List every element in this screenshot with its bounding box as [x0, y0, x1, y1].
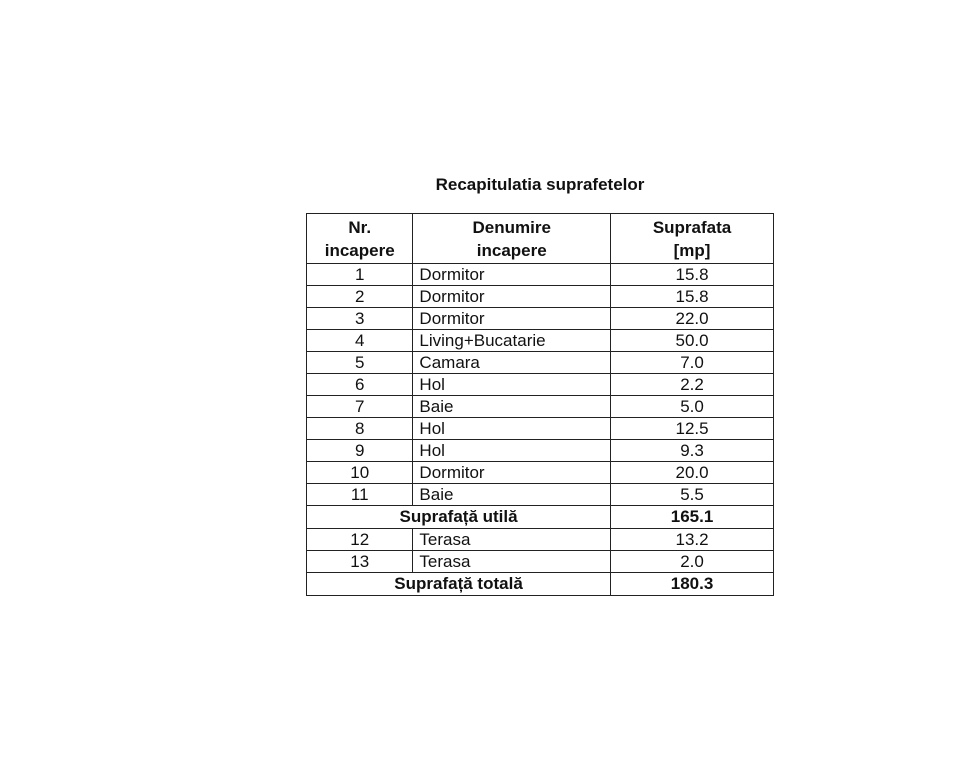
header-area: Suprafata [mp]: [611, 214, 774, 264]
room-name: Dormitor: [413, 308, 611, 330]
table-row: [307, 551, 774, 573]
room-name: Terasa: [413, 529, 611, 551]
header-room-number: Nr. incapere: [307, 214, 413, 264]
total-area-row: [307, 573, 774, 596]
room-area: 2.0: [611, 551, 774, 573]
table-row: [307, 286, 774, 308]
table-row: [307, 330, 774, 352]
total-area-value: 180.3: [611, 573, 774, 596]
room-area: 2.2: [611, 374, 774, 396]
room-name: Dormitor: [413, 286, 611, 308]
table-row: [307, 308, 774, 330]
room-area: 12.5: [611, 418, 774, 440]
room-name: Baie: [413, 396, 611, 418]
room-number: 1: [307, 264, 413, 286]
room-number: 4: [307, 330, 413, 352]
area-summary-table: [306, 213, 774, 596]
table-row: [307, 418, 774, 440]
table-row: [307, 529, 774, 551]
table-row: [307, 484, 774, 506]
room-area: 22.0: [611, 308, 774, 330]
useful-area-value: 165.1: [611, 506, 774, 529]
useful-area-total-row: [307, 506, 774, 529]
room-name: Hol: [413, 418, 611, 440]
useful-area-label: Suprafață utilă: [307, 506, 611, 529]
room-area: 9.3: [611, 440, 774, 462]
document-title: Recapitulatia suprafetelor: [435, 175, 645, 194]
room-name: Terasa: [413, 551, 611, 573]
table-row: [307, 440, 774, 462]
room-number: 8: [307, 418, 413, 440]
room-area: 20.0: [611, 462, 774, 484]
room-area: 5.5: [611, 484, 774, 506]
room-name: Camara: [413, 352, 611, 374]
room-area: 50.0: [611, 330, 774, 352]
room-area: 5.0: [611, 396, 774, 418]
room-area: 15.8: [611, 286, 774, 308]
table-row: [307, 352, 774, 374]
room-number: 11: [307, 484, 413, 506]
room-name: Dormitor: [413, 264, 611, 286]
room-name: Baie: [413, 484, 611, 506]
room-number: 10: [307, 462, 413, 484]
room-number: 5: [307, 352, 413, 374]
room-number: 3: [307, 308, 413, 330]
room-area: 7.0: [611, 352, 774, 374]
room-number: 12: [307, 529, 413, 551]
header-room-name: Denumire incapere: [413, 214, 611, 264]
table-header-row: [307, 214, 774, 264]
terrace-rooms: [307, 529, 774, 596]
room-name: Hol: [413, 374, 611, 396]
table-row: [307, 462, 774, 484]
table-row: [307, 396, 774, 418]
room-name: Living+Bucatarie: [413, 330, 611, 352]
useful-rooms: [307, 264, 774, 529]
room-name: Dormitor: [413, 462, 611, 484]
room-name: Hol: [413, 440, 611, 462]
room-area: 15.8: [611, 264, 774, 286]
room-area: 13.2: [611, 529, 774, 551]
room-number: 7: [307, 396, 413, 418]
table-row: [307, 264, 774, 286]
table-row: [307, 374, 774, 396]
room-number: 2: [307, 286, 413, 308]
room-number: 9: [307, 440, 413, 462]
total-area-label: Suprafață totală: [307, 573, 611, 596]
room-number: 13: [307, 551, 413, 573]
room-number: 6: [307, 374, 413, 396]
